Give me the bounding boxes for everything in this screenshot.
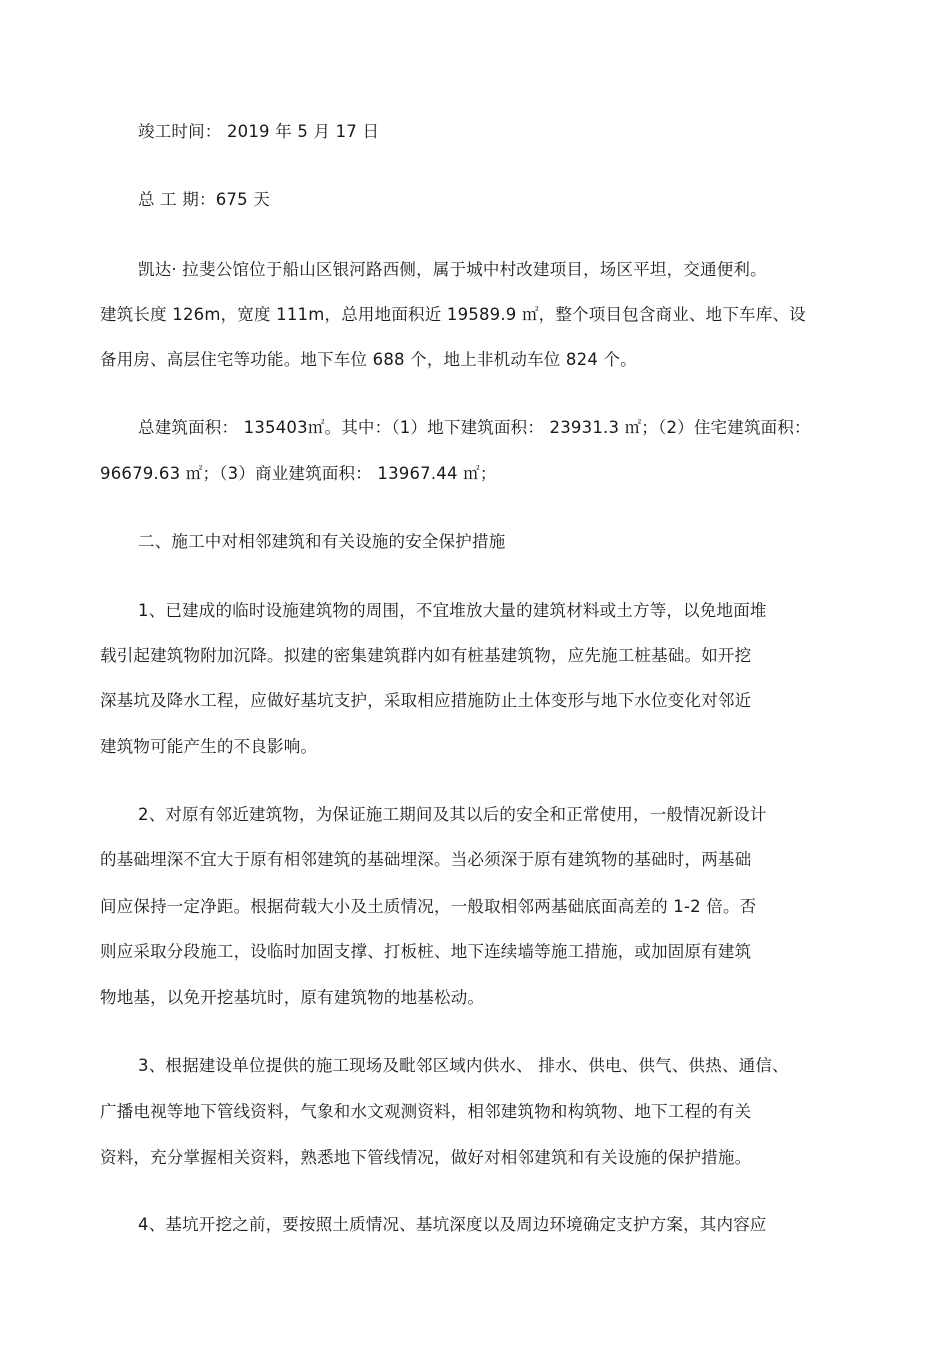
paragraph-line: 载引起建筑物附加沉降。拟建的密集建筑群内如有桩基建筑物，应先施工桩基础。如开挖	[100, 646, 752, 665]
paragraph-line: 3、根据建设单位提供的施工现场及毗邻区域内供水、 排水、供电、供气、供热、通信、	[138, 1056, 789, 1075]
paragraph-line: 2、对原有邻近建筑物，为保证施工期间及其以后的安全和正常使用，一般情况新设计	[138, 805, 767, 824]
paragraph-line: 4、基坑开挖之前，要按照土质情况、基坑深度以及周边环境确定支护方案，其内容应	[138, 1215, 767, 1234]
paragraph-line: 备用房、高层住宅等功能。地下车位 688 个，地上非机动车位 824 个。	[100, 350, 637, 369]
paragraph-line: 资料，充分掌握相关资料，熟悉地下管线情况，做好对相邻建筑和有关设施的保护措施。	[100, 1148, 752, 1167]
completion-date: 竣工时间： 2019 年 5 月 17 日	[138, 122, 380, 141]
paragraph-line: 广播电视等地下管线资料，气象和水文观测资料，相邻建筑物和构筑物、地下工程的有关	[100, 1102, 752, 1121]
paragraph-line: 建筑长度 126m，宽度 111m，总用地面积近 19589.9 ㎡，整个项目包含商业、地下车库、设	[100, 305, 806, 324]
paragraph-line: 建筑物可能产生的不良影响。	[100, 737, 318, 756]
paragraph-line: 间应保持一定净距。根据荷载大小及土质情况，一般取相邻两基础底面高差的 1-2 倍。否	[100, 897, 757, 916]
paragraph-line: 96679.63 ㎡；（3）商业建筑面积： 13967.44 ㎡；	[100, 464, 497, 483]
section-heading: 二、施工中对相邻建筑和有关设施的安全保护措施	[138, 532, 506, 551]
paragraph-line: 的基础埋深不宜大于原有相邻建筑的基础埋深。当必须深于原有建筑物的基础时，两基础	[100, 850, 752, 869]
paragraph-line: 深基坑及降水工程，应做好基坑支护，采取相应措施防止土体变形与地下水位变化对邻近	[100, 691, 752, 710]
paragraph-line: 物地基，以免开挖基坑时，原有建筑物的地基松动。	[100, 988, 485, 1007]
paragraph-line: 凯达· 拉斐公馆位于船山区银河路西侧，属于城中村改建项目，场区平坦，交通便利。	[138, 260, 767, 279]
paragraph-line: 总建筑面积： 135403㎡。其中：（1）地下建筑面积： 23931.3 ㎡；（2）住宅建筑面积：	[138, 418, 811, 437]
paragraph-line: 1、已建成的临时设施建筑物的周围，不宜堆放大量的建筑材料或土方等，以免地面堆	[138, 601, 767, 620]
total-duration: 总 工 期：675 天	[138, 190, 270, 209]
paragraph-line: 则应采取分段施工，设临时加固支撑、打板桩、地下连续墙等施工措施，或加固原有建筑	[100, 942, 752, 961]
